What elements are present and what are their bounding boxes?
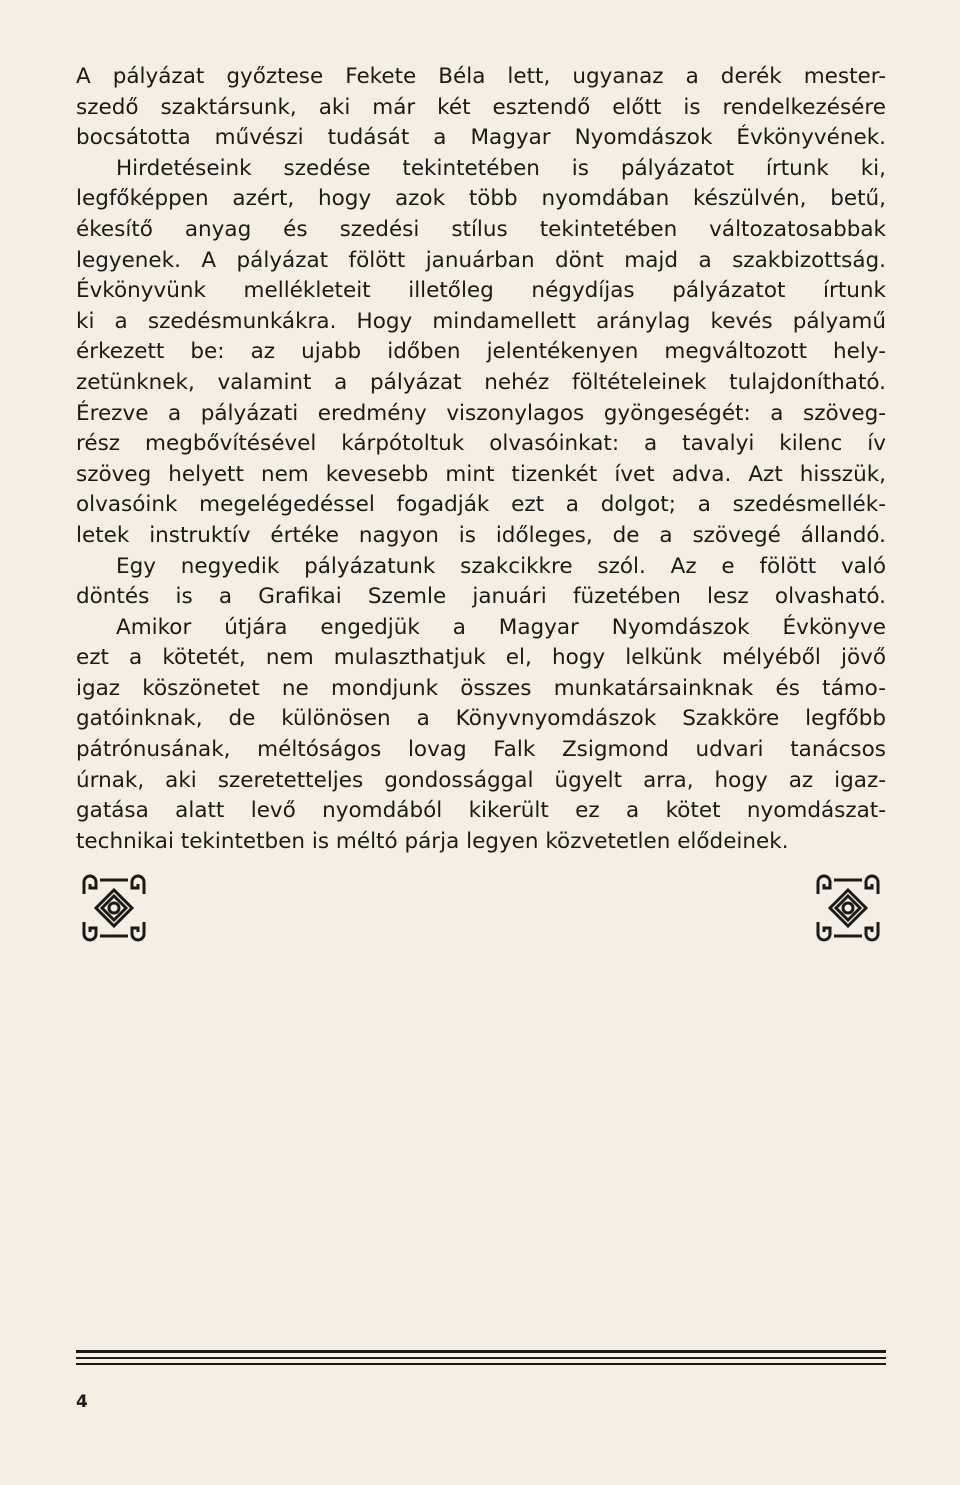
text-line: érkezett be: az ujabb időben jelentékenyen megváltozott hely- [76,339,886,365]
footer-rule [76,1363,886,1365]
text-line: ki a szedésmunkákra. Hogy mindamellett aránylag kevés pályamű [76,308,886,334]
text-line: ezt a kötetét, nem mulaszthatjuk el, hogy lelkünk mélyéből jövő [76,645,886,671]
text-line: döntés is a Grafikai Szemle januári füzetében lesz olvasható. [76,584,886,610]
meander-ornament-icon [812,872,884,944]
text-line: Amikor útjára engedjük a Magyar Nyomdászok Évkönyve [116,614,886,640]
meander-ornament-icon [78,872,150,944]
text-line: Évkönyvünk mellékleteit illetőleg négydíjas pályázatot írtunk [76,278,886,304]
text-line: zetünknek, valamint a pályázat nehéz föltételeinek tulajdonítható. [76,369,886,395]
body-text [76,62,886,857]
text-line: úrnak, aki szeretetteljes gondossággal ügyelt arra, hogy az igaz- [76,767,886,793]
text-line: legyenek. A pályázat fölött januárban dönt majd a szakbizottság. [76,247,886,273]
text-line: igaz köszönetet ne mondjunk összes munkatársainknak és támo- [76,675,886,701]
text-line: pátrónusának, méltóságos lovag Falk Zsigmond udvari tanácsos [76,737,886,763]
text-line: bocsátotta művészi tudását a Magyar Nyomdászok Évkönyvének. [76,125,886,151]
text-line: szedő szaktársunk, aki már két esztendő előtt is rendelkezésére [76,94,886,120]
text-line: olvasóink megelégedéssel fogadják ezt a dolgot; a szedésmellék- [76,492,886,518]
text-line: technikai tekintetben is méltó párja legyen közvetetlen elődeinek. [76,828,789,854]
text-line: gatása alatt levő nyomdából kikerült ez a kötet nyomdászat- [76,798,886,824]
text-line: Egy negyedik pályázatunk szakcikkre szól. Az e fölött való [116,553,886,579]
text-line: A pályázat győztese Fekete Béla lett, ugyanaz a derék mester- [76,64,886,89]
page-number: 4 [76,1392,88,1412]
text-line: Hirdetéseink szedése tekintetében is pályázatot írtunk ki, [116,155,886,181]
text-line: letek instruktív értéke nagyon is időleges, de a szövegé állandó. [76,522,886,548]
text-line: rész megbővítésével kárpótoltuk olvasóinkat: a tavalyi kilenc ív [76,431,886,457]
text-line: ékesítő anyag és szedési stílus tekintetében változatosabbak [76,216,886,242]
text-line: Érezve a pályázati eredmény viszonylagos gyöngeségét: a szöveg- [76,400,886,426]
footer-rule [76,1357,886,1359]
footer-rule [76,1350,886,1353]
text-line: gatóinknak, de különösen a Könyvnyomdászok Szakköre legfőbb [76,706,886,732]
text-line: szöveg helyett nem kevesebb mint tizenkét ívet adva. Azt hisszük, [76,461,886,487]
text-line: legfőképpen azért, hogy azok több nyomdában készülvén, betű, [76,186,886,212]
